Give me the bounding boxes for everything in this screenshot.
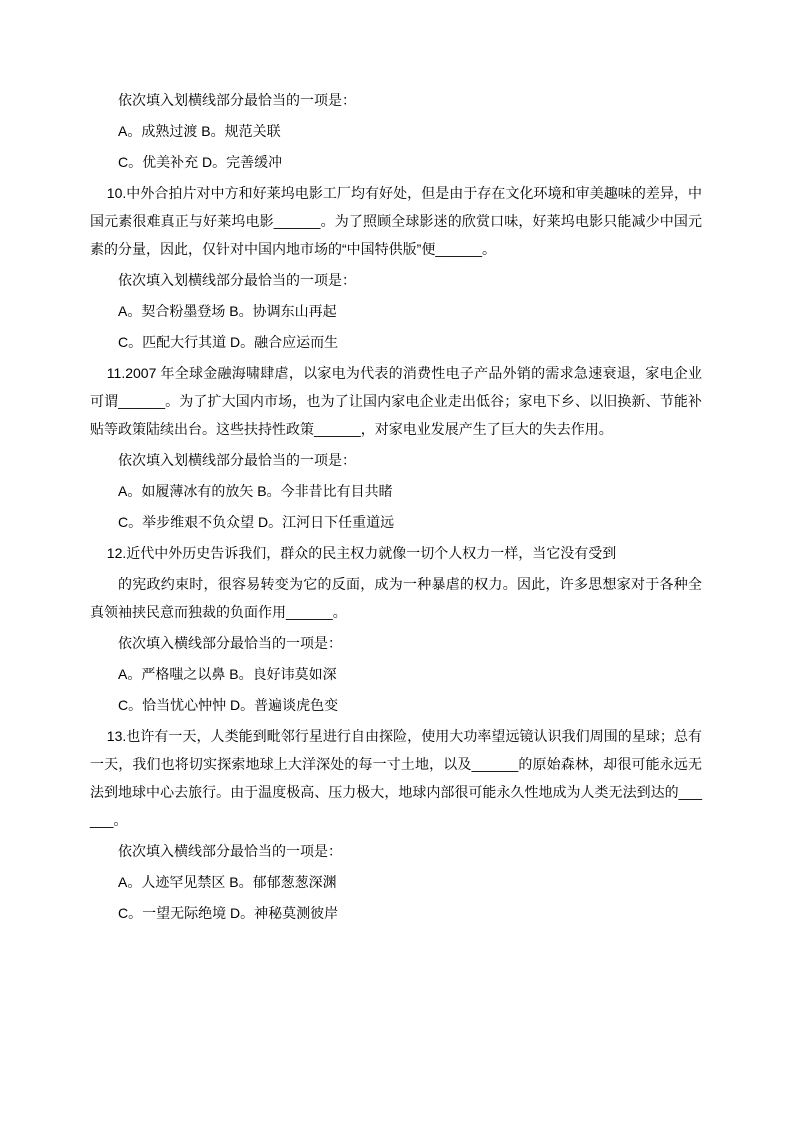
q11-prompt: 依次填入划横线部分最恰当的一项是： <box>118 452 356 468</box>
q11-stem: 11.2007 年全球金融海啸肆虐，以家电为代表的消费性电子产品外销的需求急速衰退，家电企业可谓______。为了扩大国内市场，也为了让国内家电企业走出低谷；家电下乡、以旧换新、节能补贴等政策陆续出台。这些扶持性政策______，对家电业发展产生了巨大的失去作用。 <box>90 365 702 437</box>
q12-stem-line2: 的宪政约束时，很容易转变为它的反面，成为一种暴虐的权力。因此，许多思想家对于各种全真领袖挟民意而独裁的负面作用______。 <box>90 576 702 620</box>
q10-prompt: 依次填入划横线部分最恰当的一项是： <box>118 272 356 288</box>
q12-stem-line1: 12.近代中外历史告诉我们，群众的民主权力就像一切个人权力一样，当它没有受到 <box>106 545 617 561</box>
q12-options-ab: A。严格嗤之以鼻 B。良好讳莫如深 <box>118 666 337 682</box>
q9-options-cd: C。优美补充 D。完善缓冲 <box>118 154 283 170</box>
q10-options-cd: C。匹配大行其道 D。融合应运而生 <box>118 334 339 350</box>
q9-options-ab: A。成熟过渡 B。规范关联 <box>118 123 281 139</box>
q13-prompt: 依次填入横线部分最恰当的一项是： <box>118 843 342 859</box>
q10-stem: 10.中外合拍片对中方和好莱坞电影工厂均有好处，但是由于存在文化环境和审美趣味的差异，中国元素很难真正与好莱坞电影______。为了照顾全球影迷的欣赏口味，好莱坞电影只能减少中国元素的分量，因此，仅针对中国内地市场的“中国特供版”便______。 <box>90 185 702 257</box>
q12-prompt: 依次填入横线部分最恰当的一项是： <box>118 635 342 651</box>
q10-options-ab: A。契合粉墨登场 B。协调东山再起 <box>118 303 337 319</box>
q13-stem: 13.也许有一天，人类能到毗邻行星进行自由探险，使用大功率望远镜认识我们周围的星球；总有一天，我们也将切实探索地球上大洋深处的每一寸土地，以及______的原始森林，却很可能永远无法到地球中心去旅行。由于温度极高、压力极大，地球内部很可能永久性地成为人类无法到达的______。 <box>90 728 702 828</box>
q12-options-cd: C。恰当忧心忡忡 D。普遍谈虎色变 <box>118 697 339 713</box>
q13-options-cd: C。一望无际绝境 D。神秘莫测彼岸 <box>118 905 339 921</box>
q9-prompt: 依次填入划横线部分最恰当的一项是： <box>118 92 356 108</box>
q13-options-ab: A。人迹罕见禁区 B。郁郁葱葱深渊 <box>118 874 337 890</box>
q11-options-ab: A。如履薄冰有的放矢 B。今非昔比有目共睹 <box>118 483 393 499</box>
q11-options-cd: C。举步维艰不负众望 D。江河日下任重道远 <box>118 514 395 530</box>
